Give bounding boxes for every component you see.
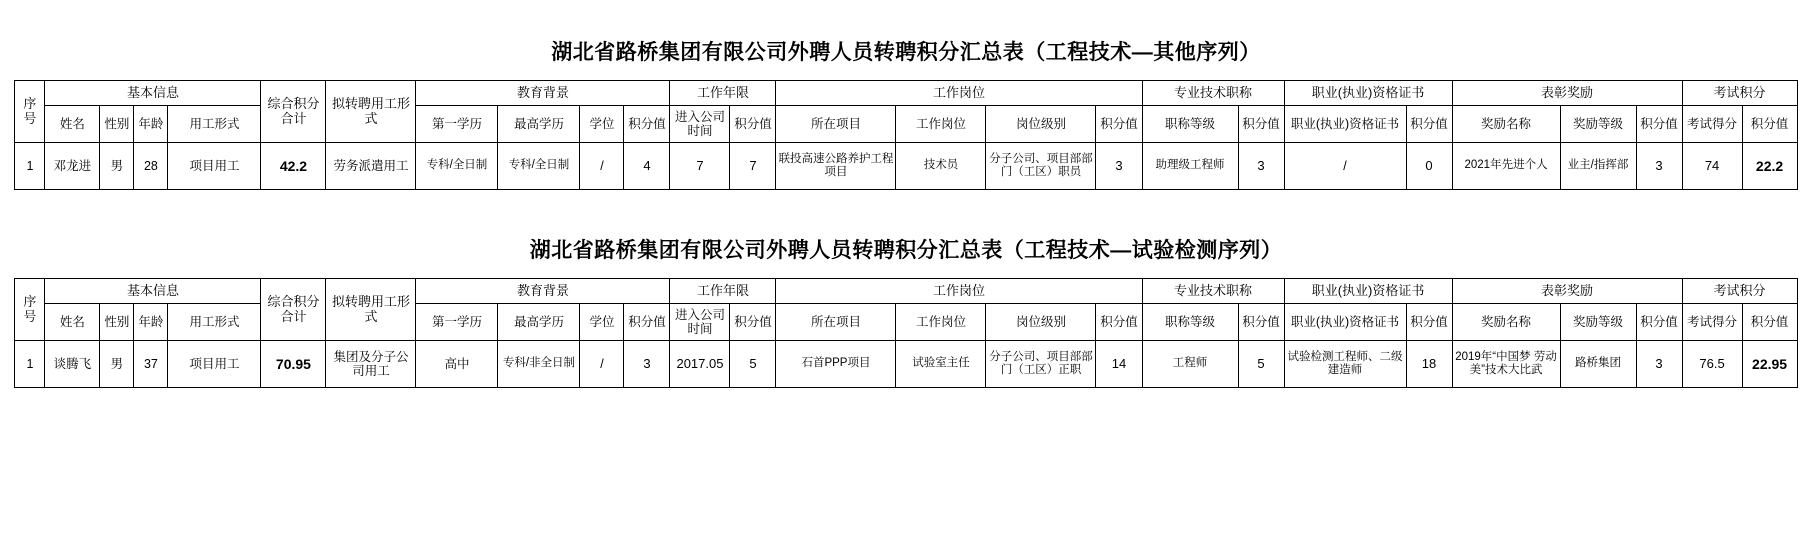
header-edu-score: 积分值: [624, 304, 670, 341]
cell-age: 28: [134, 143, 168, 190]
cell-award-level: 路桥集团: [1560, 341, 1636, 388]
header-work-post: 工作岗位: [776, 279, 1142, 304]
cell-highest-degree: 专科/全日制: [498, 143, 580, 190]
table-header-row-group: [15, 81, 1797, 106]
header-award: 表彰奖励: [1452, 279, 1682, 304]
cell-seq: 1: [15, 341, 45, 388]
table-row: [15, 341, 1797, 388]
header-work-years: 工作年限: [670, 279, 776, 304]
header-planned-employment-form: 拟转聘用工形式: [326, 81, 416, 143]
header-award-score: 积分值: [1636, 304, 1682, 341]
cell-exam-points: 22.2: [1742, 143, 1797, 190]
cell-title-level: 工程师: [1142, 341, 1238, 388]
header-cert-name: 职业(执业)资格证书: [1284, 106, 1406, 143]
cell-cert-score: 18: [1406, 341, 1452, 388]
cell-first-degree: 专科/全日制: [416, 143, 498, 190]
header-title-score: 积分值: [1238, 106, 1284, 143]
header-basic-info: 基本信息: [45, 279, 261, 304]
cell-seq: 1: [15, 143, 45, 190]
header-professional-title: 专业技术职称: [1142, 81, 1284, 106]
cell-name: 谈腾飞: [45, 341, 100, 388]
cell-post-score: 14: [1096, 341, 1142, 388]
cell-edu-score: 3: [624, 341, 670, 388]
page-title-2: 湖北省路桥集团有限公司外聘人员转聘积分汇总表（工程技术—试验检测序列）: [529, 239, 1283, 262]
cell-total-score: 42.2: [261, 143, 326, 190]
cell-award-name: 2021年先进个人: [1452, 143, 1560, 190]
cell-age: 37: [134, 341, 168, 388]
header-work-score: 积分值: [730, 304, 776, 341]
cell-first-degree: 高中: [416, 341, 498, 388]
cell-entry-time: 2017.05: [670, 341, 730, 388]
cell-entry-time: 7: [670, 143, 730, 190]
header-gender: 性别: [100, 106, 134, 143]
header-first-degree: 第一学历: [416, 106, 498, 143]
cell-edu-score: 4: [624, 143, 670, 190]
header-employment-form: 用工形式: [168, 106, 261, 143]
header-seq: 序号: [15, 81, 45, 143]
header-degree: 学位: [580, 106, 624, 143]
cell-award-level: 业主/指挥部: [1560, 143, 1636, 190]
cell-project: 石首PPP项目: [776, 341, 896, 388]
cell-cert-name: 试验检测工程师、二级建造师: [1284, 341, 1406, 388]
cell-gender: 男: [100, 341, 134, 388]
cell-planned-employment-form: 劳务派遣用工: [326, 143, 416, 190]
header-cert-score: 积分值: [1406, 106, 1452, 143]
header-post-level: 岗位级别: [986, 106, 1096, 143]
header-degree: 学位: [580, 304, 624, 341]
header-exam: 考试积分: [1682, 81, 1797, 106]
header-employment-form: 用工形式: [168, 304, 261, 341]
cell-gender: 男: [100, 143, 134, 190]
header-name: 姓名: [45, 106, 100, 143]
cell-degree: /: [580, 143, 624, 190]
header-award-score: 积分值: [1636, 106, 1682, 143]
header-award: 表彰奖励: [1452, 81, 1682, 106]
cell-award-score: 3: [1636, 143, 1682, 190]
cell-exam-score: 74: [1682, 143, 1742, 190]
cell-employment-form: 项目用工: [168, 341, 261, 388]
header-award-name: 奖励名称: [1452, 304, 1560, 341]
header-entry-time: 进入公司时间: [670, 106, 730, 143]
header-planned-employment-form: 拟转聘用工形式: [326, 279, 416, 341]
header-seq: 序号: [15, 279, 45, 341]
header-age: 年龄: [134, 106, 168, 143]
cell-work-score: 5: [730, 341, 776, 388]
header-cert: 职业(执业)资格证书: [1284, 279, 1452, 304]
cell-project: 联投高速公路养护工程项目: [776, 143, 896, 190]
header-edu-score: 积分值: [624, 106, 670, 143]
header-name: 姓名: [45, 304, 100, 341]
cell-planned-employment-form: 集团及分子公司用工: [326, 341, 416, 388]
cell-name: 邓龙进: [45, 143, 100, 190]
page-title-1: 湖北省路桥集团有限公司外聘人员转聘积分汇总表（工程技术—其他序列）: [551, 41, 1261, 64]
cell-title-score: 3: [1238, 143, 1284, 190]
header-post-level: 岗位级别: [986, 304, 1096, 341]
header-exam-score: 考试得分: [1682, 106, 1742, 143]
header-project: 所在项目: [776, 106, 896, 143]
cell-award-name: 2019年“中国梦 劳动美”技术大比武: [1452, 341, 1560, 388]
header-exam: 考试积分: [1682, 279, 1797, 304]
document-page: [0, 36, 1812, 535]
header-award-name: 奖励名称: [1452, 106, 1560, 143]
header-exam-score: 考试得分: [1682, 304, 1742, 341]
header-first-degree: 第一学历: [416, 304, 498, 341]
cell-post-level: 分子公司、项目部部门（工区）正职: [986, 341, 1096, 388]
header-education-background: 教育背景: [416, 279, 670, 304]
cell-exam-score: 76.5: [1682, 341, 1742, 388]
cell-cert-score: 0: [1406, 143, 1452, 190]
header-post: 工作岗位: [896, 304, 986, 341]
header-work-post: 工作岗位: [776, 81, 1142, 106]
header-cert: 职业(执业)资格证书: [1284, 81, 1452, 106]
cell-employment-form: 项目用工: [168, 143, 261, 190]
header-exam-points: 积分值: [1742, 106, 1797, 143]
cell-post: 试验室主任: [896, 341, 986, 388]
header-age: 年龄: [134, 304, 168, 341]
cell-post-score: 3: [1096, 143, 1142, 190]
table-row: [15, 143, 1797, 190]
cell-title-level: 助理级工程师: [1142, 143, 1238, 190]
cell-degree: /: [580, 341, 624, 388]
header-title-level: 职称等级: [1142, 106, 1238, 143]
cell-title-score: 5: [1238, 341, 1284, 388]
cell-work-score: 7: [730, 143, 776, 190]
header-title-level: 职称等级: [1142, 304, 1238, 341]
header-post-score: 积分值: [1096, 304, 1142, 341]
header-award-level: 奖励等级: [1560, 106, 1636, 143]
cell-post: 技术员: [896, 143, 986, 190]
score-table-2: [14, 278, 1797, 388]
header-work-years: 工作年限: [670, 81, 776, 106]
header-cert-name: 职业(执业)资格证书: [1284, 304, 1406, 341]
header-exam-points: 积分值: [1742, 304, 1797, 341]
score-summary-block-1: [0, 36, 1812, 190]
header-work-score: 积分值: [730, 106, 776, 143]
score-summary-block-2: [0, 234, 1812, 388]
header-post: 工作岗位: [896, 106, 986, 143]
cell-award-score: 3: [1636, 341, 1682, 388]
header-cert-score: 积分值: [1406, 304, 1452, 341]
cell-post-level: 分子公司、项目部部门（工区）职员: [986, 143, 1096, 190]
header-total-score: 综合积分合计: [261, 279, 326, 341]
header-highest-degree: 最高学历: [498, 304, 580, 341]
cell-cert-name: /: [1284, 143, 1406, 190]
score-table-1: [14, 80, 1797, 190]
cell-exam-points: 22.95: [1742, 341, 1797, 388]
header-post-score: 积分值: [1096, 106, 1142, 143]
header-total-score: 综合积分合计: [261, 81, 326, 143]
header-entry-time: 进入公司时间: [670, 304, 730, 341]
header-education-background: 教育背景: [416, 81, 670, 106]
cell-highest-degree: 专科/非全日制: [498, 341, 580, 388]
header-highest-degree: 最高学历: [498, 106, 580, 143]
header-basic-info: 基本信息: [45, 81, 261, 106]
header-professional-title: 专业技术职称: [1142, 279, 1284, 304]
header-gender: 性别: [100, 304, 134, 341]
header-project: 所在项目: [776, 304, 896, 341]
header-award-level: 奖励等级: [1560, 304, 1636, 341]
header-title-score: 积分值: [1238, 304, 1284, 341]
table-header-row-group: [15, 279, 1797, 304]
cell-total-score: 70.95: [261, 341, 326, 388]
